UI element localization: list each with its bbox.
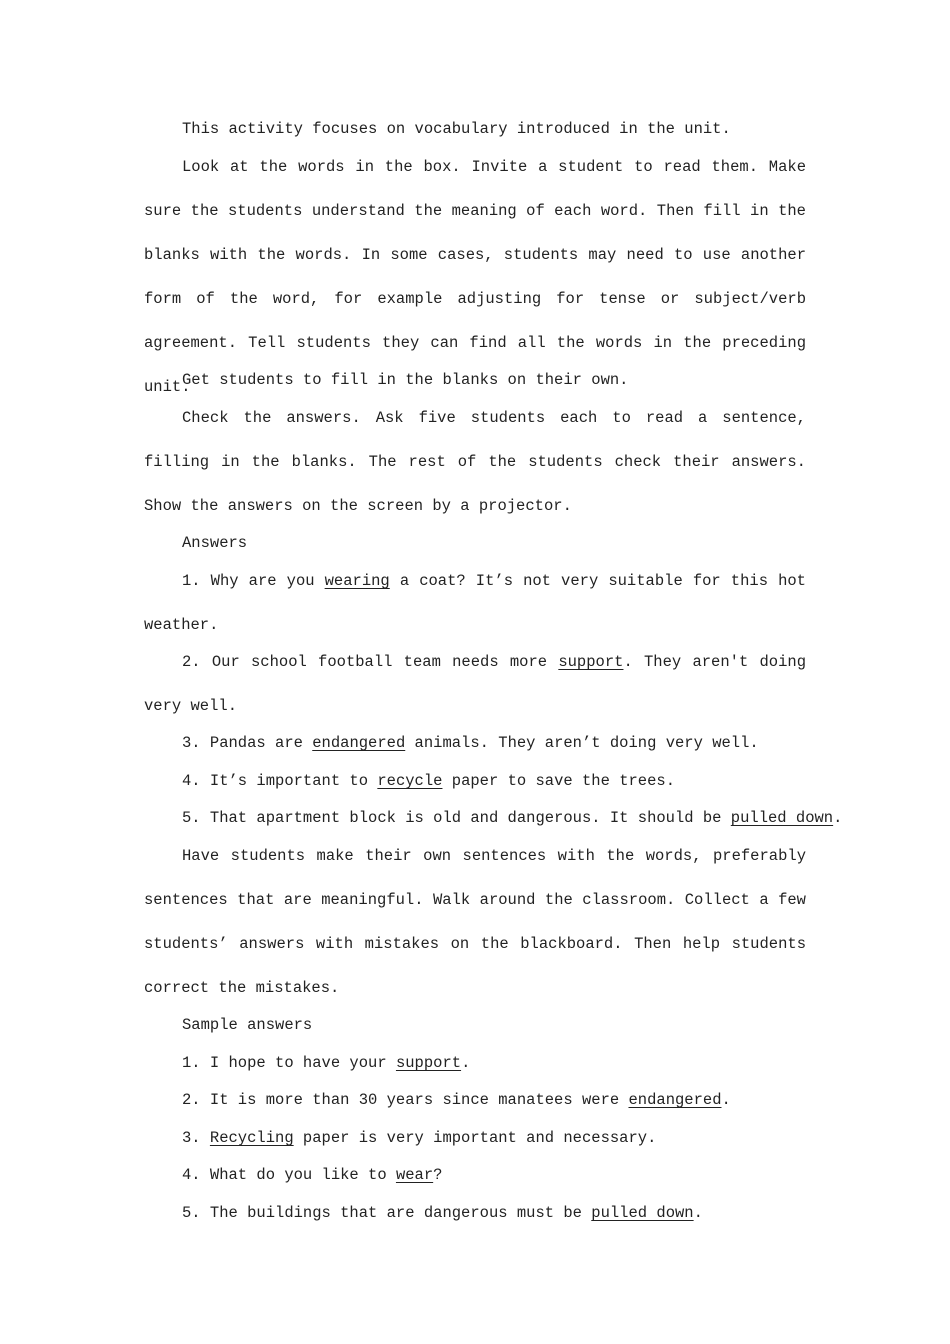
answers-heading: Answers	[182, 534, 248, 552]
answer-item: 3. Pandas are endangered animals. They aren’t doing very well.	[182, 734, 759, 752]
instructions-paragraph-2: Get students to fill in the blanks on their own.	[182, 371, 629, 389]
answer-word: wearing	[324, 572, 390, 590]
sample-word: endangered	[628, 1091, 722, 1109]
instructions-paragraph-1: Look at the words in the box. Invite a student to read them. Make sure the students understand the meaning of each word. Then fill in the blanks with the words. In some cases, students may need to use another form of the word, for example adjusting for tense or subject/verb agreement. Tell students they can find all the words in the preceding unit.	[144, 158, 806, 396]
answer-item: 4. It’s important to recycle paper to save the trees.	[182, 772, 676, 790]
sample-item: 4. What do you like to wear?	[182, 1166, 443, 1184]
answer-item: 1. Why are you wearing a coat? It’s not very suitable for this hot weather.	[144, 572, 806, 634]
sample-word: pulled down	[591, 1204, 694, 1222]
sample-word: support	[395, 1054, 462, 1072]
activity-paragraph: Have students make their own sentences with the words, preferably sentences that are meaningful. Walk around the classroom. Collect a few students’ answers with mistakes on the blackboard. Then help students correct the mistakes.	[144, 847, 806, 997]
intro-paragraph: This activity focuses on vocabulary introduced in the unit.	[182, 120, 731, 138]
sample-item: 3. Recycling paper is very important and necessary.	[182, 1129, 657, 1147]
instructions-paragraph-3: Check the answers. Ask five students each to read a sentence, filling in the blanks. The rest of the students check their answers. Show the answers on the screen by a projector.	[144, 409, 806, 515]
answer-item: 2. Our school football team needs more support. They aren't doing very well.	[144, 653, 806, 715]
answer-item: 5. That apartment block is old and dangerous. It should be pulled down.	[182, 809, 843, 827]
answer-word: support	[558, 653, 624, 671]
answer-word: endangered	[312, 734, 406, 752]
samples-heading: Sample answers	[182, 1016, 313, 1034]
sample-item: 2. It is more than 30 years since manatees were endangered.	[182, 1091, 731, 1109]
answer-word: pulled down	[730, 809, 834, 827]
sample-word: wear	[395, 1166, 434, 1184]
sample-item: 1. I hope to have your support.	[182, 1054, 471, 1072]
sample-item: 5. The buildings that are dangerous must be pulled down.	[182, 1204, 703, 1222]
sample-word: Recycling	[209, 1129, 294, 1147]
answer-word: recycle	[377, 772, 443, 790]
